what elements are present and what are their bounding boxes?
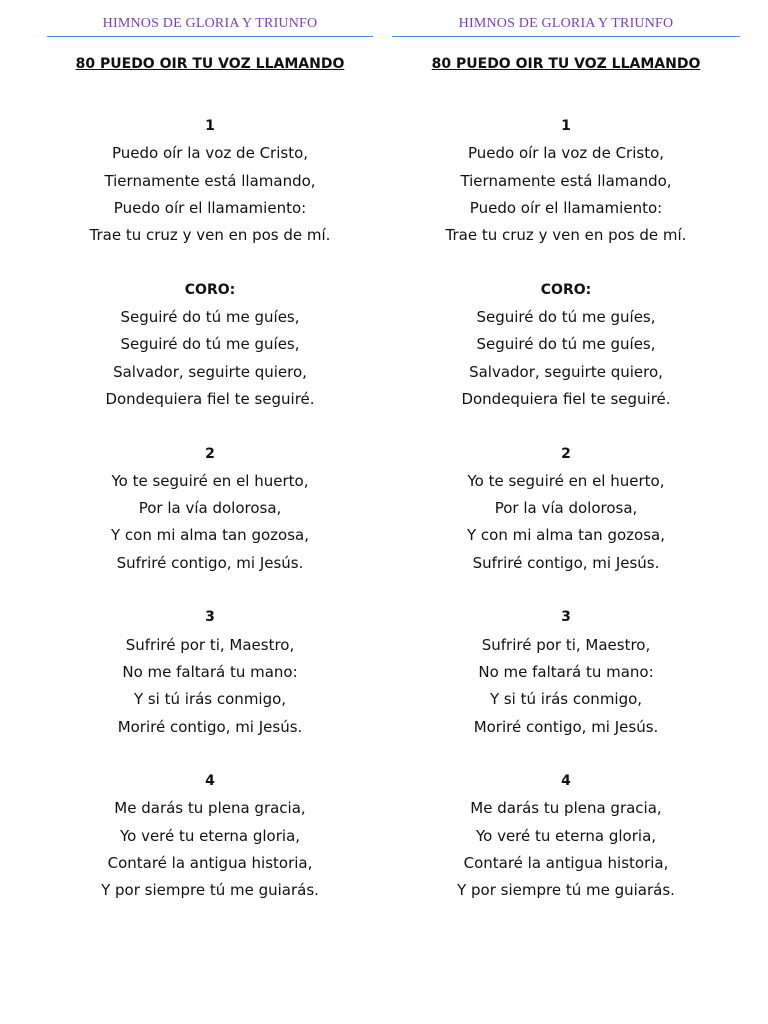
lyric-line: Seguiré do tú me guíes, [120,308,300,327]
lyric-line: Y con mi alma tan gozosa, [111,526,309,545]
lyric-line: Y por siempre tú me guiarás. [457,881,675,900]
lyric-line: Moriré contigo, mi Jesús. [117,717,303,736]
hymn-lyrics [47,113,373,932]
stanza-3 [392,604,740,740]
lyric-line: Tiernamente está llamando, [104,171,316,190]
lyric-line: Seguiré do tú me guíes, [476,308,656,327]
lyric-line: Sufriré por ti, Maestro, [481,635,651,654]
lyric-line: Por la vía dolorosa, [138,499,282,518]
stanza-chorus [392,277,740,413]
stanza-4 [47,768,373,904]
lyric-line: Me darás tu plena gracia, [470,799,662,818]
stanza-1 [47,113,373,249]
lyric-line: Seguiré do tú me guíes, [120,335,300,354]
hymn-lyrics [392,113,740,932]
lyric-line: Puedo oír la voz de Cristo, [111,144,309,163]
stanza-label: 1 [561,118,571,134]
stanza-label: 3 [205,609,215,626]
stanza-2 [392,441,740,577]
stanza-label: 2 [205,445,215,462]
lyric-line: Moriré contigo, mi Jesús. [473,717,659,736]
lyric-line: Trae tu cruz y ven en pos de mí. [89,226,331,245]
lyric-line: Seguiré do tú me guíes, [476,335,656,354]
lyric-line: Dondequiera fiel te seguiré. [461,389,671,408]
lyric-line: Dondequiera fiel te seguiré. [105,389,315,408]
lyric-line: Y si tú irás conmigo, [489,690,643,709]
lyric-line: Y por siempre tú me guiarás. [101,881,319,900]
stanza-4 [392,768,740,904]
stanza-label: 1 [205,118,215,134]
lyric-line: Yo te seguiré en el huerto, [111,471,309,490]
lyric-line: Yo te seguiré en el huerto, [467,471,665,490]
page-header: HIMNOS DE GLORIA Y TRIUNFO [458,16,674,31]
lyric-line: Contaré la antigua historia, [463,854,669,873]
lyric-line: Me darás tu plena gracia, [114,799,306,818]
stanza-1 [392,113,740,249]
stanza-label: 4 [561,773,571,790]
lyric-line: Tiernamente está llamando, [460,171,672,190]
lyric-line: Sufriré por ti, Maestro, [125,635,295,654]
lyric-line: Y si tú irás conmigo, [133,690,287,709]
stanza-label: CORO: [184,281,236,298]
hymn-title: 80 PUEDO OIR TU VOZ LLAMANDO [75,56,345,72]
stanza-2 [47,441,373,577]
stanza-label: 3 [561,609,571,626]
header-divider [392,36,740,37]
stanza-label: CORO: [540,281,592,298]
lyric-line: Sufriré contigo, mi Jesús. [472,553,660,572]
lyric-line: Salvador, seguirte quiero, [113,362,307,381]
lyric-line: Trae tu cruz y ven en pos de mí. [445,226,687,245]
stanza-3 [47,604,373,740]
lyric-line: Salvador, seguirte quiero, [469,362,663,381]
stanza-label: 4 [205,773,215,790]
hymn-title: 80 PUEDO OIR TU VOZ LLAMANDO [431,56,701,72]
lyric-line: Y con mi alma tan gozosa, [467,526,665,545]
lyric-line: Yo veré tu eterna gloria, [119,826,301,845]
lyric-line: Puedo oír el llamamiento: [113,198,307,217]
stanza-label: 2 [561,445,571,462]
lyric-line: Puedo oír el llamamiento: [469,198,663,217]
lyric-line: Contaré la antigua historia, [107,854,313,873]
lyric-line: Puedo oír la voz de Cristo, [467,144,665,163]
lyric-line: No me faltará tu mano: [122,662,298,681]
stanza-chorus [47,277,373,413]
lyric-line: No me faltará tu mano: [478,662,654,681]
lyric-line: Por la vía dolorosa, [494,499,638,518]
page-header: HIMNOS DE GLORIA Y TRIUNFO [102,16,318,31]
lyric-line: Sufriré contigo, mi Jesús. [116,553,304,572]
lyric-line: Yo veré tu eterna gloria, [475,826,657,845]
header-divider [47,36,373,37]
